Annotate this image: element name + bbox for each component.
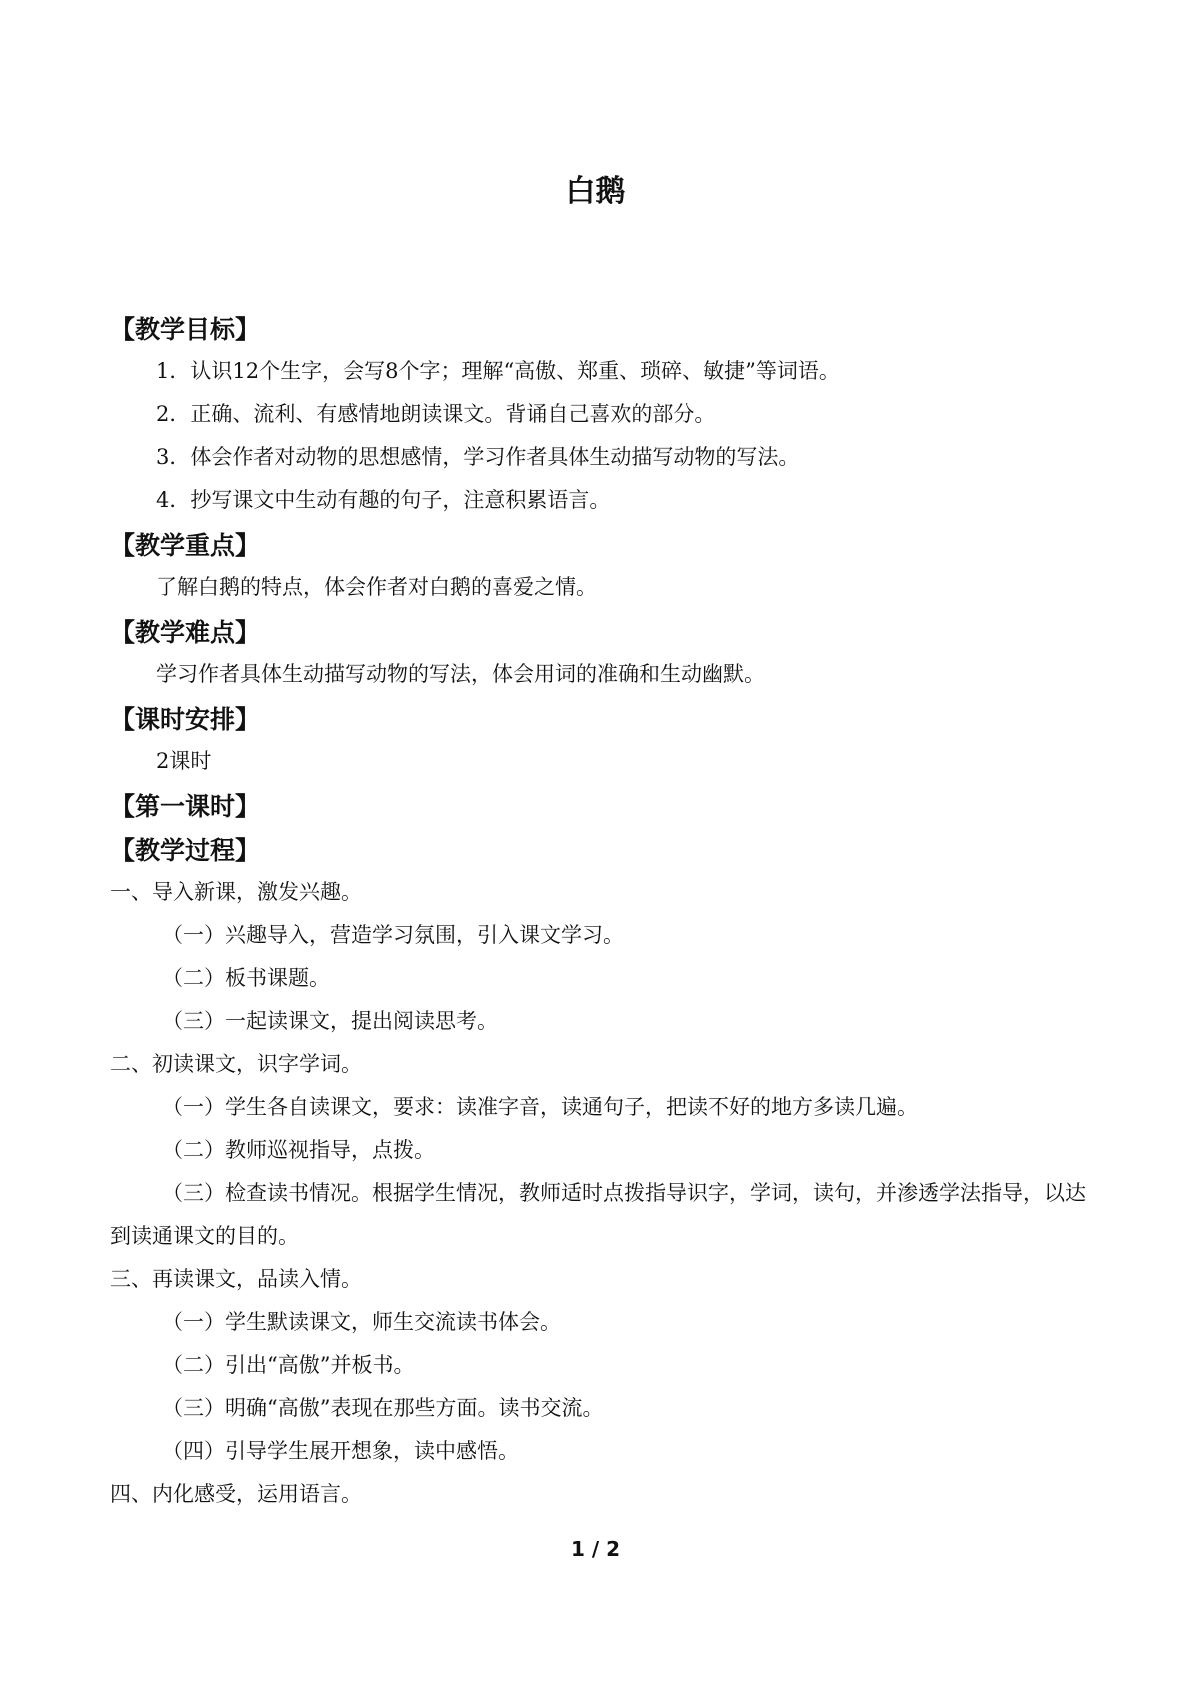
key-points-heading: 【教学重点】	[110, 531, 261, 560]
section-item: （二）板书课题。	[162, 966, 330, 990]
section-title: 三、再读课文，品读入情。	[110, 1267, 362, 1291]
key-points-text: 了解白鹅的特点，体会作者对白鹅的喜爱之情。	[156, 575, 597, 599]
process-heading: 【教学过程】	[110, 836, 261, 865]
objective-item: 3．体会作者对动物的思想感情，学习作者具体生动描写动物的写法。	[156, 445, 800, 469]
schedule-heading: 【课时安排】	[110, 705, 261, 734]
section-item: （三）检查读书情况。根据学生情况，教师适时点拨指导识字，学词，读句，并渗透学法指导，以达到读通课文的目的。	[110, 1181, 1086, 1248]
schedule-text: 2课时	[156, 749, 212, 773]
objectives-heading: 【教学目标】	[110, 315, 261, 344]
objective-item: 4．抄写课文中生动有趣的句子，注意积累语言。	[156, 488, 611, 512]
section-item: （三）一起读课文，提出阅读思考。	[162, 1009, 498, 1033]
lesson-one-heading: 【第一课时】	[110, 792, 261, 821]
section-title: 二、初读课文，识字学词。	[110, 1052, 362, 1076]
section-item: （一）兴趣导入，营造学习氛围，引入课文学习。	[162, 923, 624, 947]
document-body	[110, 306, 1095, 1516]
section-item: （三）明确“高傲”表现在那些方面。读书交流。	[162, 1396, 604, 1420]
section-item: （二）教师巡视指导，点拨。	[162, 1138, 435, 1162]
difficulties-text: 学习作者具体生动描写动物的写法，体会用词的准确和生动幽默。	[156, 662, 765, 686]
section-item: （一）学生各自读课文，要求：读准字音，读通句子，把读不好的地方多读几遍。	[162, 1095, 918, 1119]
section-title: 一、导入新课，激发兴趣。	[110, 880, 362, 904]
section-item: （二）引出“高傲”并板书。	[162, 1353, 415, 1377]
section-item: （一）学生默读课文，师生交流读书体会。	[162, 1310, 561, 1334]
section-title: 四、内化感受，运用语言。	[110, 1482, 362, 1506]
difficulties-heading: 【教学难点】	[110, 618, 261, 647]
page-number: 1 / 2	[570, 1537, 621, 1561]
section-item: （四）引导学生展开想象，读中感悟。	[162, 1439, 519, 1463]
objective-item: 1．认识12个生字，会写8个字；理解“高傲、郑重、琐碎、敏捷”等词语。	[156, 359, 840, 383]
objective-item: 2．正确、流利、有感情地朗读课文。背诵自己喜欢的部分。	[156, 402, 716, 426]
page-title: 白鹅	[565, 174, 626, 209]
